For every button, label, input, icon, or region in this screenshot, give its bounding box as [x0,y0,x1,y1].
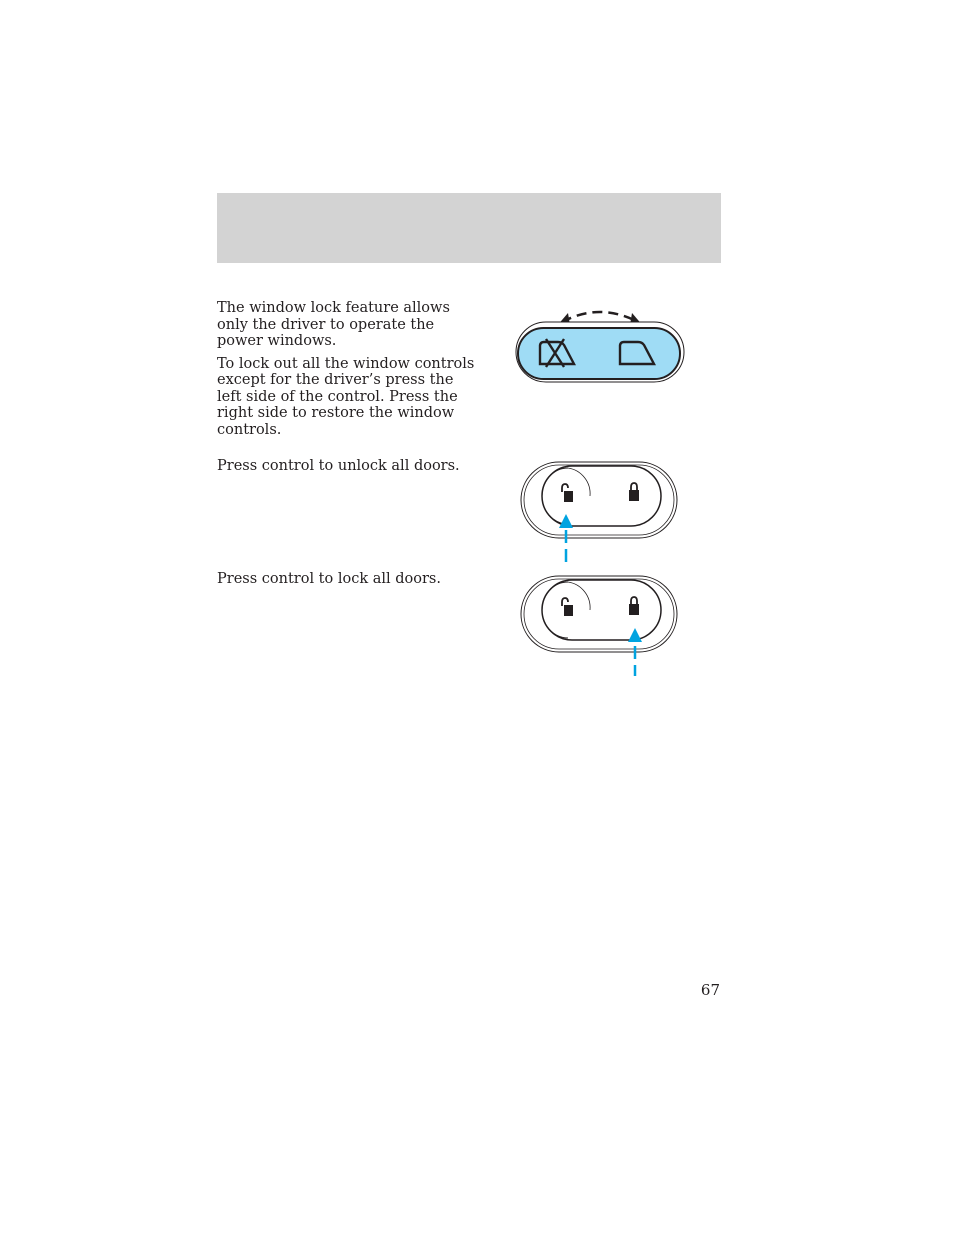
door-lock-control[interactable] [542,466,661,526]
door-lock-control[interactable] [542,580,661,640]
window-lock-switch-figure [510,300,690,390]
window-lock-paragraph: The window lock feature allows only the driver to operate the power windows. [217,300,450,349]
page-number: 67 [700,981,720,999]
section-header-bar [217,193,721,263]
window-lock-description [217,300,479,444]
unlock-text: Press control to unlock all doors. [217,458,460,474]
lock-control-figure [518,574,680,679]
window-lock-switch[interactable] [518,328,680,379]
window-lock-paragraph: To lock out all the window controls except for the driver’s press the left side of the control. Press the right side to restore the window controls. [217,355,475,438]
lock-description [217,571,479,594]
lock-text: Press control to lock all doors. [217,571,441,587]
unlock-control-figure [518,460,680,565]
unlock-description [217,458,479,481]
